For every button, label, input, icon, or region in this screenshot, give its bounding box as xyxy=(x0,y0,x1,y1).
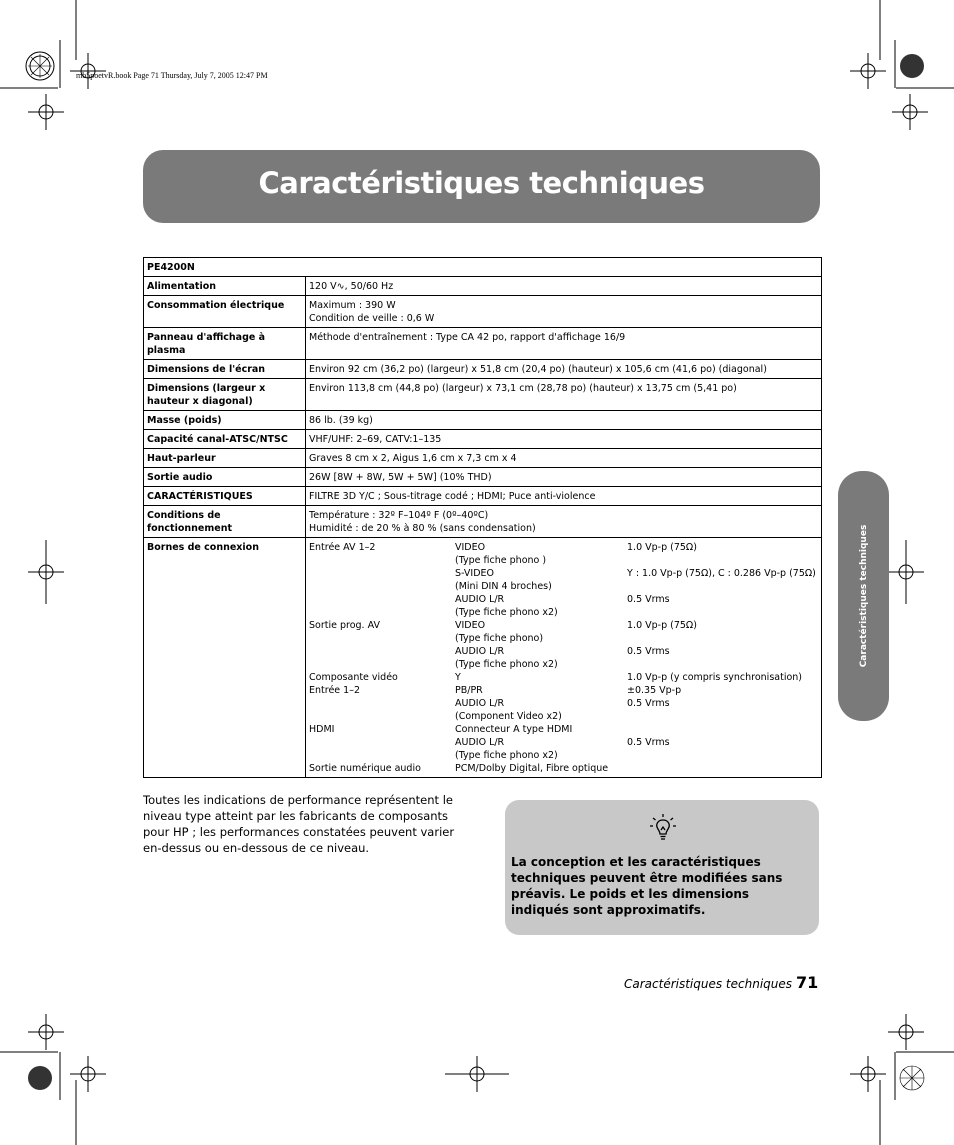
spec-value: Environ 92 cm (36,2 po) (largeur) x 51,8 cm (20,4 po) (hauteur) x 105,6 cm (41,6 po) (diagonal) xyxy=(306,360,822,379)
spec-value: VHF/UHF: 2–69, CATV:1–135 xyxy=(306,430,822,449)
table-row xyxy=(144,328,822,360)
connection-cell: (Type fiche phono x2) xyxy=(455,659,558,670)
table-row xyxy=(144,360,822,379)
connection-cell: VIDEO xyxy=(455,542,486,553)
connections-grid-cell xyxy=(306,538,822,778)
spec-label: Dimensions de l'écran xyxy=(144,360,306,379)
note-box xyxy=(505,800,819,935)
connection-cell: 1.0 Vp-p (75Ω) xyxy=(627,620,697,631)
spec-label: Conditions de fonctionnement xyxy=(144,506,306,538)
spec-value: 86 lb. (39 kg) xyxy=(306,411,822,430)
spec-label: Masse (poids) xyxy=(144,411,306,430)
spec-value: Graves 8 cm x 2, Aigus 1,6 cm x 7,3 cm x 4 xyxy=(306,449,822,468)
spec-label: Sortie audio xyxy=(144,468,306,487)
table-row xyxy=(144,506,822,538)
title-banner xyxy=(143,150,820,223)
spec-label: Alimentation xyxy=(144,277,306,296)
side-tab-label: Caractéristiques techniques xyxy=(858,524,869,668)
spec-value: 120 V∿, 50/60 Hz xyxy=(306,277,822,296)
connection-cell xyxy=(627,723,818,736)
spec-value: Environ 113,8 cm (44,8 po) (largeur) x 73,1 cm (28,78 po) (hauteur) x 13,75 cm (5,41 po) xyxy=(306,379,822,411)
spec-value xyxy=(306,296,822,328)
connection-cell: Entrée 1–2 xyxy=(309,685,360,696)
table-row xyxy=(144,449,822,468)
spec-value-line: Température : 32º F–104º F (0º–40ºC) xyxy=(309,510,489,521)
spec-value: Méthode d'entraînement : Type CA 42 po, rapport d'affichage 16/9 xyxy=(306,328,822,360)
connection-cell xyxy=(309,554,455,567)
connection-cell xyxy=(309,749,455,762)
connection-cell: Composante vidéo xyxy=(309,672,398,683)
connection-cell: (Type fiche phono x2) xyxy=(455,750,558,761)
connection-cell xyxy=(309,593,455,606)
table-row xyxy=(144,430,822,449)
connection-cell: (Mini DIN 4 broches) xyxy=(455,581,552,592)
spec-label: Dimensions (largeur x hauteur x diagonal) xyxy=(144,379,306,411)
connection-cell: Connecteur A type HDMI xyxy=(455,724,573,735)
connection-cell xyxy=(309,658,455,671)
connection-cell: S-VIDEO xyxy=(455,568,494,579)
connection-cell: Sortie numérique audio xyxy=(309,763,421,774)
connection-cell: (Type fiche phono x2) xyxy=(455,607,558,618)
spec-value-line: Condition de veille : 0,6 W xyxy=(309,313,435,324)
connections-grid xyxy=(309,541,818,775)
side-tab xyxy=(838,471,889,721)
connection-cell: AUDIO L/R xyxy=(455,737,505,748)
book-header-info: mb5poetvR.book Page 71 Thursday, July 7, 2005 12:47 PM xyxy=(76,71,268,80)
table-row xyxy=(144,468,822,487)
connection-cell xyxy=(627,554,818,567)
model-name: PE4200N xyxy=(144,258,822,277)
table-row xyxy=(144,379,822,411)
connection-cell: Sortie prog. AV xyxy=(309,620,380,631)
spec-label: Capacité canal-ATSC/NTSC xyxy=(144,430,306,449)
table-row-connections xyxy=(144,538,822,778)
connection-cell xyxy=(309,567,455,580)
spec-label: Panneau d'affichage à plasma xyxy=(144,328,306,360)
connection-cell: AUDIO L/R xyxy=(455,698,505,709)
spec-value: 26W [8W + 8W, 5W + 5W] (10% THD) xyxy=(306,468,822,487)
connection-cell xyxy=(627,632,818,645)
table-row xyxy=(144,296,822,328)
note-text: La conception et les caractéristiques techniques peuvent être modifiées sans préavis. Le poids et les dimensions indiqués sont approximatifs. xyxy=(511,855,783,917)
table-row xyxy=(144,411,822,430)
connection-cell xyxy=(309,710,455,723)
connection-cell xyxy=(309,606,455,619)
connection-cell xyxy=(627,580,818,593)
connection-cell: 0.5 Vrms xyxy=(627,698,670,709)
page-title: Caractéristiques techniques xyxy=(258,166,705,200)
connection-cell: 0.5 Vrms xyxy=(627,646,670,657)
connection-cell: 0.5 Vrms xyxy=(627,737,670,748)
lightbulb-icon xyxy=(647,812,679,844)
spec-value: FILTRE 3D Y/C ; Sous-titrage codé ; HDMI; Puce anti-violence xyxy=(306,487,822,506)
spec-value xyxy=(306,506,822,538)
connection-cell: HDMI xyxy=(309,724,335,735)
connection-cell: (Type fiche phono ) xyxy=(455,555,547,566)
connection-cell: ±0.35 Vp-p xyxy=(627,685,682,696)
connection-cell: PB/PR xyxy=(455,685,483,696)
table-row xyxy=(144,277,822,296)
connection-cell xyxy=(309,697,455,710)
connection-cell: (Component Video x2) xyxy=(455,711,562,722)
connection-cell: (Type fiche phono) xyxy=(455,633,544,644)
connection-cell xyxy=(627,606,818,619)
connection-cell: AUDIO L/R xyxy=(455,594,505,605)
connection-cell xyxy=(627,749,818,762)
spec-label: Consommation électrique xyxy=(144,296,306,328)
connection-cell: PCM/Dolby Digital, Fibre optique xyxy=(455,763,609,774)
connection-cell: Y : 1.0 Vp-p (75Ω), C : 0.286 Vp-p (75Ω) xyxy=(627,568,816,579)
connection-cell: 1.0 Vp-p (75Ω) xyxy=(627,542,697,553)
spec-label: Haut-parleur xyxy=(144,449,306,468)
connection-cell: 1.0 Vp-p (y compris synchronisation) xyxy=(627,672,802,683)
connection-cell: Entrée AV 1–2 xyxy=(309,542,376,553)
spec-label: CARACTÉRISTIQUES xyxy=(144,487,306,506)
connection-cell: 0.5 Vrms xyxy=(627,594,670,605)
connection-cell xyxy=(627,658,818,671)
spec-value-line: Humidité : de 20 % à 80 % (sans condensation) xyxy=(309,523,536,534)
performance-note-text: Toutes les indications de performance représentent le niveau type atteint par les fabricants de composants pour HP ; les performances constatées peuvent varier en-dessus ou en-dessous de ce niveau. xyxy=(143,793,455,855)
spec-label: Bornes de connexion xyxy=(144,538,306,778)
table-row xyxy=(144,487,822,506)
spec-value-line: Maximum : 390 W xyxy=(309,300,396,311)
connection-cell xyxy=(309,632,455,645)
page-number: 71 xyxy=(796,973,819,992)
connection-cell xyxy=(627,762,818,775)
connection-cell: Y xyxy=(455,672,461,683)
specs-table xyxy=(143,257,822,778)
connection-cell xyxy=(309,645,455,658)
connection-cell: AUDIO L/R xyxy=(455,646,505,657)
table-header-row xyxy=(144,258,822,277)
footer-section-title: Caractéristiques techniques xyxy=(624,977,793,991)
connection-cell xyxy=(309,580,455,593)
connection-cell xyxy=(309,736,455,749)
connection-cell xyxy=(627,710,818,723)
connection-cell: VIDEO xyxy=(455,620,486,631)
